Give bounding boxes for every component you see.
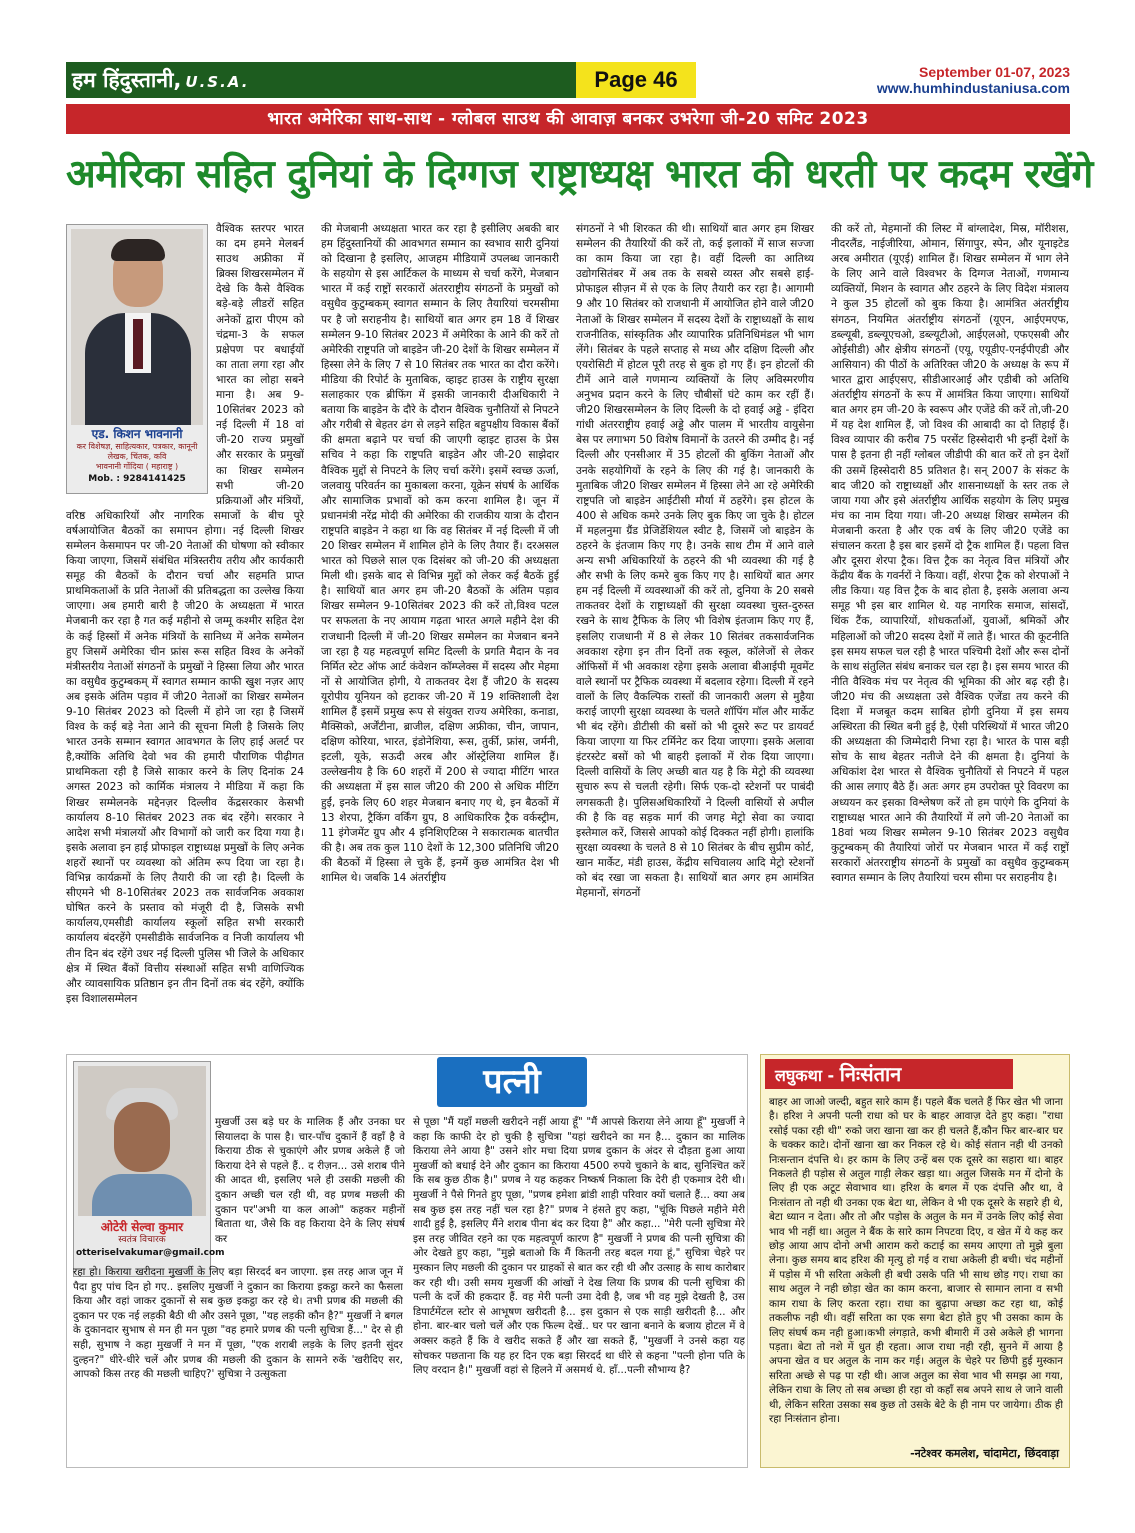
story-text-3: से पूछा "मैं यहाँ मछली खरीदने नहीं आया हूँ" "मैं आपसे किराया लेने आया हूँ" मुखर्जी ने कहा कि काफी देर हो चुकी है सुचित्रा "यहां खरीदने का मन है... दुकान का मालिक किराया लेने आया है" उसने शोर मचा दिया प्रणब दुकान के अंदर से दौड़ता हुआ आया मुखर्जी को बधाई देने और दुकान का किराया 4500 रुपये चुकाने के बाद, सुनिश्चित करें कि सब कुछ ठीक है।" प्रणब ने यह कहकर निष्कर्ष निकाला कि देरी ही एकमात्र देरी थी। मुखर्जी ने पैसे गिनते हुए पूछा, "प्रणब हमेशा ब्रांडी शाही परिवार क्यों चलाते हैं... क्या अब सब कुछ इस तरह नहीं चल रहा है?" प्रणब ने हंसते हुए कहा, "चूंकि पिछले महीने मेरी शादी हुई है, इसलिए मैंने शराब पीना बंद कर दिया है" और कहा... "मेरी पत्नी सुचित्रा मेरे इस तरह जीवित रहने का एक महत्वपूर्ण कारण है" मुखर्जी ने प्रणब की पत्नी सुचित्रा की ओर देखते हुए कहा, "मुझे बताओ कि मैं कितनी तरह बदल गया हूं," सुचित्रा चेहरे पर मुस्कान लिए मछली की दुकान पर ग्राहकों से बात कर रही थी और उत्साह के साथ कारोबार कर रही थी। उसी समय मुखर्जी की आंखों ने देख लिया कि प्रणब की पत्नी सुचित्रा की पत्नी के दर्जे की हकदार हैं. वह मेरी पत्नी उमा देवी है, जब भी वह मुझे देखती है, उस डिपार्टमेंटल स्टोर से आभूषण खरीदती है... इस दुकान से एक साड़ी खरीदती है... और होना. बार-बार चलो चलें और एक फिल्म देखें.. घर पर खाना बनाने के बजाय होटल में वे अक्सर कहते हैं कि वे खरीद सकते हैं और खा सकते हैं, "मुखर्जी ने उनसे कहा यह सोचकर पछताना कि यह हर दिन एक बड़ा सिरदर्द था धीरे से कहना "पत्नी होना पति के लिए वरदान है।" मुखर्जी वहां से हिलने में असमर्थ थे. हाँ...पत्नी सौभाग्य है? — [413, 1116, 745, 1377]
story-author-caption — [76, 1220, 225, 1260]
story-text-2: रहा हो। किराया खरीदना मुखर्जी के लिए बड़ा सिरदर्द बन जाएगा. इस तरह आज जून में पैदा हुए पांच दिन हो गए.. इसलिए मुखर्जी ने दुकान का किराया इकट्ठा करने का फैसला किया और वहां जाकर दुकानों से सब कुछ इकट्ठा कर रहे थे। तभी प्रणब की मछली की दुकान पर एक नई लड़की बैठी थी और उसने पूछा, "यह लड़की कौन है?" मुखर्जी ने बगल के दुकानदार सुभाष से मन ही मन पूछा "वह हमारे प्रणब की पत्नी सुचित्रा हैं..." देर से ही सही, सुभाष ने कहा मुखर्जी ने मन में पूछा, "एक शराबी लड़के के लिए इतनी सुंदर दुल्हन?" धीरे-धीरे चलें और प्रणब की मछली की दुकान के सामने रुकें 'खरीदिए सर, आपको किस तरह की मछली चाहिए?' सुचित्रा ने उत्सुकता — [73, 1266, 403, 1381]
masthead — [66, 62, 1070, 98]
short-story-header — [765, 1059, 1013, 1089]
author-caption — [71, 427, 203, 484]
article-column-3 — [576, 222, 814, 1040]
author-photo — [71, 229, 203, 425]
story-author-photo — [78, 1066, 206, 1216]
article-column-2 — [321, 222, 559, 1040]
section-banner: भारत अमेरिका साथ-साथ - ग्लोबल साउथ की आवाज़ बनकर उभरेगा जी-20 समिट 2023 — [66, 104, 1070, 134]
issue-date: September 01-07, 2023 — [919, 64, 1070, 80]
date-and-url — [710, 64, 1070, 96]
story-author-card — [73, 1061, 225, 1277]
author-desc: कर विशेषज्ञ, साहित्यकार, पत्रकार, कानूनी लेखक, चिंतक, कवि — [76, 442, 198, 461]
story-text-1: मुखर्जी उस बड़े घर के मालिक हैं और उनका घर सियालदा के पास है। चार-पाँच दुकानें हैं वहाँ है वे किराया ठीक से चुकाएंगे और प्रणब अकेले हैं जो किराया देने से पहले हैं.. द रीज़न... उसे शराब पीने की आदत थी, इसलिए भले ही उसकी मछली की दुकान अच्छी चल रही थी, वह प्रणब मछली की दुकान पर"अभी या कल आओ" कहकर महीनों बिताता था, जैसे कि वह किराया देने के लिए संघर्ष कर — [215, 1116, 405, 1245]
paper-title: हम हिंदुस्तानी, U.S.A. — [66, 62, 576, 98]
website-link[interactable]: www.humhindustaniusa.com — [876, 80, 1070, 96]
author-place: भावनानी गोंदिया ( महाराष्ट्र ) — [95, 462, 179, 471]
article-columns — [66, 222, 1070, 1040]
story-author-role: स्वतंत्र विचारक — [118, 1235, 166, 1245]
page-number: Page 46 — [576, 62, 696, 98]
author-name: एड. किशन भावनानी — [91, 427, 183, 441]
short-story-title: निःसंतान — [839, 1062, 902, 1086]
story-title: पत्नी — [437, 1057, 587, 1107]
article-text-1: वैश्विक स्तरपर भारत का दम हमने मेलबर्न साउथ अफ्रीका में ब्रिक्स शिखरसम्मेलन में देखे कि कैसे वैश्विक बड़े-बड़े लीडरों सहित अनेकों द्वारा पीएम को चंद्रमा-3 के सफल प्रक्षेपण पर बधाईयों का ताता लगा रहा और भारत का लोहा सबने माना है। अब 9-10सितंबर 2023 को नई दिल्ली में 18 वां जी-20 राज्य प्रमुखों और सरकार के प्रमुखों का शिखर सम्मेलन सभी जी-20 प्रक्रियाओं और मंत्रियों, वरिष्ठ अधिकारियों और नागरिक समाजों के बीच पूरे वर्षआयोजित बैठकों का समापन होगा। नई दिल्ली शिखर सम्मेलन केसमापन पर जी-20 नेताओं की घोषणा को स्वीकार किया जाएगा, जिसमें संबंधित मंत्रिस्तरीय तरीय और कार्यकारी समूह की बैठकों के दौरान चर्चा और सहमति प्राप्त प्राथमिकताओं के प्रति नेताओं की प्रतिबद्धता का उल्लेख किया जाएगा। अब हमारी बारी है जी20 के अध्यक्षता में भारत मेजबानी कर रहा है गत कई महीनो से जम्मू कश्मीर सहित देश के कई हिस्सों में अनेक मंत्रियों के सानिध्य में अनेक सम्मेलन हुए जिसमें अमेरिका चीन फ्रांस रूस सहित विश्व के अनेकों मंत्रीस्तरीय नेताओं संगठनों के प्रमुखों ने हिस्सा लिया और भारत का वसुधैव कुटुम्बकम् में स्वागत सम्मान काफी खुश नज़र आए अब इसके अंतिम पड़ाव में जी20 नेताओं का शिखर सम्मेलन 9-10 सितंबर 2023 को दिल्ली में होने जा रहा है जिसमें विश्व के कई बड़े नेता आने की सूचना मिली है जिसके लिए भारत उनके सम्मान स्वागत आवभगत के लिए हाई अलर्ट पर है,क्योंकि अतिथि देवो भव की हमारी पौराणिक पीढ़ीगत प्राथमिकता रही है जिसे साकार करने के लिए दिनांक 24 अगस्त 2023 को कार्मिक मंत्रालय ने मीडिया में कहा कि शिखर सम्मेलनके मद्देनज़र दिल्लीव केंद्रसरकार केसभी कार्यालय 8-10 सितंबर 2023 तक बंद रहेंगे। सरकार ने आदेश सभी मंत्रालयों और विभागों को जारी कर दिया गया है। इसके अलावा इन हाई प्रोफाइल राष्ट्राध्यक्ष प्रमुखों के लिए अनेक शहरों स्थानों पर व्यवस्था को अंतिम रूप दिया जा रहा है। विभिन्न कार्यक्रमों के लिए तैयारी की जा रही है। दिल्ली के सीएमने भी 8-10सितंबर 2023 तक सार्वजनिक अवकाश घोषित करने के प्रस्ताव को मंजूरी दी है, जिसके सभी कार्यालय,एमसीडी कार्यालय स्कूलों सहित सभी सरकारी कार्यालय बंदरहेंगे एमसीडीके सार्वजनिक व निजी कार्यालय भी तीन दिन बंद रहेंगे उधर नई दिल्ली पुलिस भी जिले के अधिकार क्षेत्र में स्थित बैंकों वित्तीय संस्थाओं सहित सभी वाणिज्यिक और व्यावसायिक प्रतिष्ठान इन तीन दिनों तक बंद रहेंगे, क्योंकि इस विशालसम्मेलन — [66, 223, 304, 1005]
short-story-box — [760, 1054, 1070, 1468]
article-text-4: की करें तो, मेहमानों की लिस्ट में बांग्लादेश, मिस्र, मॉरीशस, नीदरलैंड, नाईजीरिया, ओमान, सिंगापुर, स्पेन, और यूनाइटेड अरब अमीरात (यूएई) शामिल हैं। शिखर सम्मेलन में भाग लेने के लिए आने वाले विश्वभर के दिग्गज नेताओं, गणमान्य व्यक्तियों, मिशन के स्वागत और ठहरने के लिए विदेश मंत्रालय ने कुल 35 होटलों को बुक किया है। आमंत्रित अंतर्राष्ट्रीय संगठन, नियमित अंतर्राष्ट्रीय संगठनों (यूएन, आईएमएफ, डब्ल्यूबी, डब्ल्यूएचओ, डब्ल्यूटीओ, आईएलओ, एफएसबी और ओईसीडी) और क्षेत्रीय संगठनों (एयू, एयूडीए-एनईपीएडी और आसियान) की पीठों के अतिरिक्त जी20 के अध्यक्ष के रूप में भारत द्वारा आईएसए, सीडीआरआई और एडीबी को अतिथि अंतर्राष्ट्रीय संगठनों के रूप में आमंत्रित किया जाएगा। साथियों बात अगर हम जी-20 के स्वरूप और एजेंडे की करें तो,जी-20 में यह देश शामिल हैं, जो विश्व की आबादी का दो तिहाई हैं। विश्व व्यापार की करीब 75 परसेंट हिस्सेदारी भी इन्हीं देशों के पास है इतना ही नहीं ग्लोबल जीडीपी की बात करें तो इन देशों की उसमें हिस्सेदारी 85 प्रतिशत है। सन् 2007 के संकट के बाद जी20 को राष्ट्राध्यक्षों और शासनाध्यक्षों के स्तर तक ले जाया गया और इसे अंतर्राष्ट्रीय आर्थिक सहयोग के लिए प्रमुख मंच का नाम दिया गया। जी-20 अध्यक्ष शिखर सम्मेलन की मेजबानी करता है और एक वर्ष के लिए जी20 एजेंडे का संचालन करता है इस बार इसमें दो ट्रैक शामिल हैं। पहला वित्त और दूसरा शेरपा ट्रैक। वित्त ट्रैक का नेतृत्व वित्त मंत्रियों और केंद्रीय बैंक के गवर्नरों ने किया। वहीं, शेरपा ट्रैक को शेरपाओं ने लीड किया। यह वित्त ट्रैक के बाद होता है, इसके अलावा अन्य समूह भी इस बार शामिल थे. यह नागरिक समाज, सांसदों, थिंक टैंक, व्यापारियों, शोधकर्ताओं, युवाओं, श्रमिकों और महिलाओं को जी20 सदस्य देशों में लाते हैं। भारत की कूटनीति इस समय सफल चल रही है भारत पश्चिमी देशों और रूस दोनों के साथ संतुलित संबंध बनाकर चल रहा है। इस समय भारत की नीति वैश्विक मंच पर नेतृत्व की भूमिका की ओर बढ़ रही है। जी20 मंच की अध्यक्षता उसे वैश्विक एजेंडा तय करने की दिशा में मजबूत कदम साबित होगी दुनिया में इस समय अस्थिरता की स्थित बनी हुई है, ऐसी परिस्थियों में भारत जी20 की अध्यक्षता की जिम्मेदारी निभा रहा है। भारत के पास बड़ी सोच के साथ बेहतर नतीजे देने की क्षमता है। दुनियां के अधिकांश देश भारत से वैश्विक चुनौतियों से निपटने में पहल की आस लगाए बैठे हैं। अतः अगर हम उपरोक्त पूरे विवरण का अध्ययन कर इसका विश्लेषण करें तो हम पाएंगे कि दुनियां के राष्ट्राध्यक्ष भारत आने की तैयारियों में लगे जी-20 नेताओं का 18वां भव्य शिखर सम्मेलन 9-10 सितंबर 2023 वसुधैव कुटुम्बकम् की तैयारियां जोरों पर मेजबान भारत में कई राष्ट्रों सरकारों अंतरराष्ट्रीय संगठनों के प्रमुखों का वसुधैव कुटुम्बकम् स्वागत सम्मान के लिए तैयारियां चरम सीमा पर सराहनीय है। — [831, 223, 1069, 885]
short-story-label: लघुकथा - — [775, 1066, 835, 1085]
article-column-4 — [831, 222, 1069, 1040]
headline: अमेरिका सहित दुनियां के दिग्गज राष्ट्राध्यक्ष भारत की धरती पर कदम रखेंगे — [66, 152, 1093, 197]
story-box — [66, 1054, 748, 1468]
author-mobile: Mob. : 9284141425 — [88, 474, 186, 484]
story-author-email[interactable]: otteriselvakumar@gmail.com — [76, 1248, 225, 1258]
article-text-2: की मेजबानी अध्यक्षता भारत कर रहा है इसीलिए अबकी बार हम हिंदुस्तानियों की आवभगत सम्मान का स्वभाव सारी दुनियां को दिखाना है इसलिए, आजहम मीडियामें उपलब्ध जानकारी के सहयोग से इस आर्टिकल के माध्यम से चर्चा करेंगे, मेजबान भारत में कई राष्ट्रों सरकारों अंतरराष्ट्रीय संगठनों के प्रमुखों को वसुधैव कुटुम्बकम् स्वागत सम्मान के लिए तैयारियां चरमसीमा पर है जो सराहनीय है। साथियों बात अगर हम 18 वें शिखर सम्मेलन 9-10 सितंबर 2023 में अमेरिका के आने की करें तो अमेरिकी राष्ट्रपति जो बाइडेन जी-20 देशों के शिखर सम्मेलन में हिस्सा लेने के लिए 7 से 10 सितंबर तक भारत का दौरा करेंगे। मीडिया की रिपोर्ट के मुताबिक, व्हाइट हाउस के राष्ट्रीय सुरक्षा सलाहकार एक ब्रीफिंग में इसकी जानकारी दीअधिकारी ने बताया कि बाइडेन के दौरे के दौरान वैश्विक चुनौतियों से निपटने और गरीबी से बेहतर ढंग से लड़ने सहित बहुपक्षीय विकास बैंकों की क्षमता बढ़ाने पर चर्चा की जाएगी व्हाइट हाउस के प्रेस सचिव ने कहा कि राष्ट्रपति बाइडेन और जी-20 साझेदार वैश्विक मुद्दों से निपटने के लिए चर्चा करेंगे। इसमें स्वच्छ ऊर्जा, जलवायु परिवर्तन का मुकाबला करना, यूक्रेन संघर्ष के आर्थिक और सामाजिक प्रभावों को कम करना शामिल है। जून में प्रधानमंत्री नरेंद्र मोदी की अमेरिका की राजकीय यात्रा के दौरान राष्ट्रपति बाइडेन ने कहा था कि वह सितंबर में नई दिल्ली में जी 20 शिखर सम्मेलन में शामिल होने के लिए तैयार हैं। दरअसल भारत को पिछले साल एक दिसंबर को जी-20 की अध्यक्षता मिली थी। इसके बाद से विभिन्न मुद्दों को लेकर कई बैठकें हुई है। साथियों बात अगर हम जी-20 बैठकों के अंतिम पड़ाव शिखर सम्मेलन 9-10सितंबर 2023 की करें तो,विश्व पटल पर सफलता के नए आयाम गढ़ता भारत अगले महीने देश की राजधानी दिल्ली में जी-20 शिखर सम्मेलन का मेजबान बनने जा रहा है यह महत्वपूर्ण समिट दिल्ली के प्रगति मैदान के नव निर्मित स्टेट ऑफ आर्ट कंवेशन कॉम्प्लेक्स में सदस्य और मेहमा नों से आयोजित होगी, ये ताकतवर देश हैं जी20 के सदस्य यूरोपीय यूनियन को हटाकर जी-20 में 19 शक्तिशाली देश शामिल हैं इसमें प्रमुख रूप से संयुक्त राज्य अमेरिका, कनाडा, मैक्सिको, अर्जेंटीना, ब्राजील, दक्षिण अफ्रीका, चीन, जापान, दक्षिण कोरिया, भारत, इंडोनेशिया, रूस, तुर्की, फ्रांस, जर्मनी, इटली, यूके, सऊदी अरब और ऑस्ट्रेलिया शामिल हैं। उल्लेखनीय है कि 60 शहरों में 200 से ज्यादा मीटिंग भारत की अध्यक्षता में इस साल जी20 की 200 से अधिक मीटिंग हुईं, इनके लिए 60 शहर मेजबान बनाए गए थे, इन बैठकों में 13 शेरपा, ट्रैकिंग वर्किंग ग्रुप, 8 आधिकारिक ट्रैक वर्कस्ट्रीम, 11 इंगेजमेंट ग्रुप और 4 इनिशिएटिव्स ने सकारात्मक बातचीत की है। अब तक कुल 110 देशों के 12,300 प्रतिनिधि जी20 की बैठकों में हिस्सा ले चुके हैं, इनमें कुछ आमंत्रित देश भी शामिल थे। जबकि 14 अंतर्राष्ट्रीय — [321, 223, 559, 885]
author-portrait — [66, 224, 208, 494]
short-story-text: बाहर आ जाओ जल्दी, बहुत सारे काम हैं। पहले बैंक चलते हैं फिर खेत भी जाना है। हरिश ने अपनी पत्नी राधा को घर के बाहर आवाज़ देते हुए कहा। "राधा रसोई पका रही थी" रुको जरा खाना खा कर ही चलते हैं,कौन फिर बार-बार घर के चक्कर काटे। दोनों खाना खा कर निकल रहे थे। कोई संतान नही थी उनको निःसन्तान दंपत्ति थे। हर काम के लिए उन्हें बस एक दूसरे का सहारा था। बाहर निकलते ही पड़ोस से अतुल गाड़ी लेकर खड़ा था। अतुल जिसके मन में दोनो के लिए ही एक अटूट सेवाभाव था। हरिश के बगल में एक दंपत्ति और था, वे निःसंतान तो नही थी उनका एक बेटा था, लेकिन वे भी एक दूसरे के सहारे ही थे, बेटा ध्यान न देता। और तो और पड़ोस के अतुल के मन में उनके लिए कोई सेवा भाव भी नहीं था। अतुल ने बैंक के सारे काम निपटवा दिए, व खेत में ये कह कर छोड़ आया आप दोनो अभी आराम करो कटाई का समय आएगा तो मुझे बुला लेना। कुछ समय बाद हरिश की मृत्यु हो गई व राधा अकेली ही बची। चंद महीनों में पड़ोस में भी सरिता अकेली ही बची उसके पति भी साथ छोड़ गए। राधा का साथ अतुल ने नही छोड़ा खेत का काम करना, बाजार से सामान लाना व सभी काम राधा के लिए करता रहा। राधा का बुढ़ापा अच्छा कट रहा था, कोई तकलीफ नही थी। वहीं सरिता का एक सगा बेटा होते हुए भी उसका काम के लिए संघर्ष कम नही हुआ।कभी लंगड़ाते, कभी बीमारी में उसे अकेले ही भागना पड़ता। बेटा तो नशे में धुत ही रहता। आज राधा नही रही, सुनने में आया है अपना खेत व घर अतुल के नाम कर गई। अतुल के चेहरे पर छिपी हुई मुस्कान सरिता अच्छे से पढ़ पा रही थी। आज अतुल का सेवा भाव भी समझ आ गया, लेकिन राधा के लिए तो सब अच्छा ही रहा वो कहाँ सब अपने साथ ले जाने वाली थी, लेकिन सरिता उसका सब कुछ तो उसके बेटे के ही नाम पर जायेगा। ठीक ही रहा निःसंतान होना। — [769, 1096, 1063, 1425]
short-story-signature: -नटेश्वर कमलेश, चांदामेटा, छिंदवाड़ा — [910, 1447, 1059, 1460]
story-author-name: ओटेरी सेल्वा कुमार — [100, 1220, 184, 1234]
article-text-3: संगठनों ने भी शिरकत की थी। साथियों बात अगर हम शिखर सम्मेलन की तैयारियों की करें तो, कई इलाकों में साज सज्जा का काम किया जा रहा है। वहीं दिल्ली का आतिथ्य उद्योगसितंबर में अब तक के सबसे व्यस्त और सबसे हाई-प्रोफाइल सीज़न में से एक के लिए तैयारी कर रहा है। आगामी 9 और 10 सितंबर को राजधानी में आयोजित होने वाले जी20 नेताओं के शिखर सम्मेलन में सदस्य देशों के राष्ट्राध्यक्षों के साथ राजनीतिक, सांस्कृतिक और व्यापारिक प्रतिनिधिमंडल भी भाग लेंगे। सितंबर के पहले सप्ताह से मध्य और दक्षिण दिल्ली और एयरोसिटी में होटल पूरी तरह से बुक हो गए हैं। इन होटलों की टीमें आने वाले गणमान्य व्यक्तियों के लिए अविस्मरणीय अनुभव प्रदान करने के लिए चौबीसों घंटे काम कर रहीं हैं। जी20 शिखरसम्मेलन के लिए दिल्ली के दो हवाई अड्डे - इंदिरा गांधी अंतरराष्ट्रीय हवाई अड्डे और पालम में भारतीय वायुसेना बेस पर लगाभग 50 विशेष विमानों के उतरने की उम्मीद है। नई दिल्ली और एनसीआर में 35 होटलों की बुकिंग नेताओं और उनके सहयोगियों के रहने के लिए की गई है। जानकारी के मुताबिक जी20 शिखर सम्मेलन में हिस्सा लेने आ रहे अमेरिकी राष्ट्रपति जो बाइडेन आईटीसी मौर्या में ठहरेंगे। इस होटल के 400 से अधिक कमरे उनके लिए बुक किए जा चुके है। होटल में महलनुमा ग्रैंड प्रेजिडेंशियल स्वीट है, जिसमें जो बाइडेन के ठहरने के इंतजाम किए गए है। उनके साथ टीम में आने वाले अन्य सभी अधिकारियों के ठहरने की भी व्यवस्था की गई है और सभी के लिए कमरे बुक किए गए है। साथियों बात अगर हम नई दिल्ली में व्यवस्थाओं की करें तो, दुनिया के 20 सबसे ताकतवर देशों के राष्ट्राध्यक्षों की सुरक्षा व्यवस्था चुस्त-दुरुस्त रखने के साथ ट्रैफिक के लिए भी विशेष इंतजाम किए गए हैं, इसलिए राजधानी में 8 से लेकर 10 सितंबर तकसार्वजनिक अवकाश रहेगा इन तीन दिनों तक स्कूल, कॉलेजों से लेकर ऑफिसों में भी अवकाश रहेगा इसके अलावा बीआईपी मूवमेंट वाले स्थानों पर ट्रैफिक व्यवस्था में बदलाव रहेगा। दिल्ली में रहने वालों के लिए वैकल्पिक रास्तों की जानकारी अलग से मुहैया कराई जाएगी सुरक्षा व्यवस्था के चलते शॉपिंग मॉल और मार्केट भी बंद रहेंगे। डीटीसी की बसों को भी दूसरे रूट पर डायवर्ट किया जाएगा या फिर टर्मिनेट कर दिया जाएगा। इसके अलावा इंटरस्टेट बसों को भी बाहरी इलाकों में रोक दिया जाएगा। दिल्ली वासियों के लिए अच्छी बात यह है कि मेट्रो की व्यवस्था सुचारु रूप से चलती रहेगी। सिर्फ एक-दो स्टेशनों पर पाबंदी लगसकती है। पुलिसअधिकारियों ने दिल्ली वासियों से अपील की है कि वह सड़क मार्ग की जगह मेट्रो सेवा का ज्यादा इस्तेमाल करें, जिससे आपको कोई दिक्कत नहीं होगी। हालांकि सुरक्षा व्यवस्था के चलते 8 से 10 सितंबर के बीच सुप्रीम कोर्ट, खान मार्केट, मंडी हाउस, केंद्रीय सचिवालय आदि मेट्रो स्टेशनों को बंद रखा जा सकता है। साथियों बात अगर हम आमंत्रित मेहमानों, संगठनों — [576, 223, 814, 900]
article-column-1 — [66, 222, 304, 1040]
